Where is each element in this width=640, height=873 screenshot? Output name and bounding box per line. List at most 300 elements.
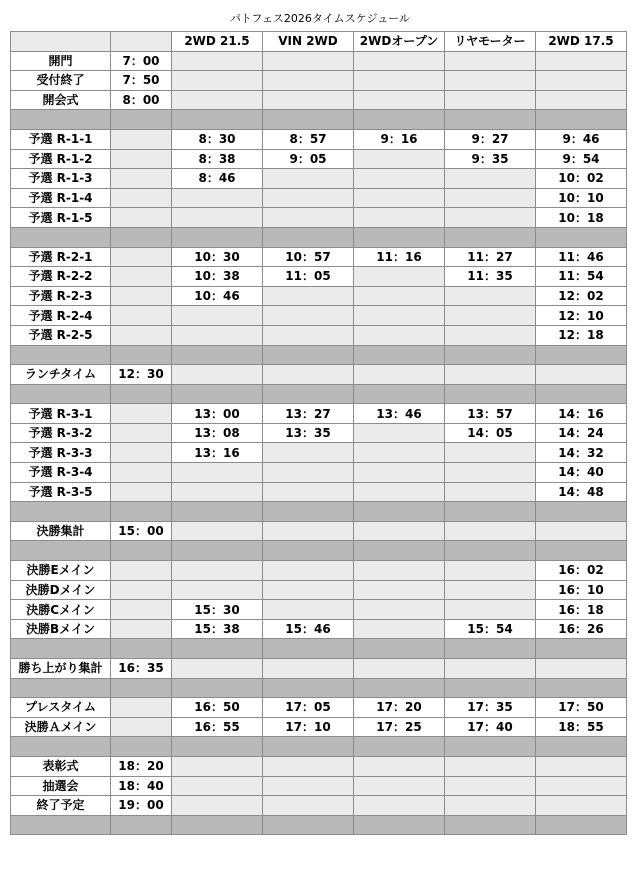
event-label: 決勝Eメイン — [11, 561, 111, 581]
separator-cell — [263, 815, 354, 835]
class-time-cell: 9：35 — [445, 149, 536, 169]
class-time-cell — [445, 561, 536, 581]
separator-cell — [11, 737, 111, 757]
schedule-row — [11, 365, 627, 385]
event-label: 開門 — [11, 51, 111, 71]
class-time-cell — [445, 796, 536, 816]
schedule-row — [11, 717, 627, 737]
event-time: 16：35 — [111, 659, 172, 679]
separator-cell — [111, 110, 172, 130]
schedule-row — [11, 561, 627, 581]
event-label: 予選 R-2-4 — [11, 306, 111, 326]
separator-cell — [11, 815, 111, 835]
separator-cell — [445, 639, 536, 659]
schedule-row — [11, 659, 627, 679]
event-label: プレスタイム — [11, 698, 111, 718]
header-blank-cell — [11, 32, 111, 52]
schedule-row — [11, 129, 627, 149]
event-time: 19：00 — [111, 796, 172, 816]
separator-cell — [111, 502, 172, 522]
class-time-cell — [172, 776, 263, 796]
class-time-cell — [263, 90, 354, 110]
separator-row — [11, 384, 627, 404]
separator-cell — [263, 737, 354, 757]
separator-cell — [445, 110, 536, 130]
class-time-cell — [354, 463, 445, 483]
schedule-row — [11, 51, 627, 71]
class-time-cell: 14：05 — [445, 423, 536, 443]
class-time-cell: 11：27 — [445, 247, 536, 267]
separator-cell — [445, 384, 536, 404]
header-blank-cell — [111, 32, 172, 52]
class-time-cell — [536, 90, 627, 110]
class-time-cell: 9：16 — [354, 129, 445, 149]
class-time-cell — [354, 776, 445, 796]
class-time-cell: 17：05 — [263, 698, 354, 718]
separator-cell — [111, 678, 172, 698]
class-time-cell — [445, 208, 536, 228]
separator-cell — [263, 541, 354, 561]
separator-cell — [354, 345, 445, 365]
class-time-cell — [354, 482, 445, 502]
class-time-cell — [354, 169, 445, 189]
separator-cell — [536, 384, 627, 404]
separator-row — [11, 737, 627, 757]
class-time-cell — [445, 580, 536, 600]
class-time-cell — [536, 521, 627, 541]
schedule-row — [11, 247, 627, 267]
separator-cell — [354, 815, 445, 835]
class-time-cell: 11：35 — [445, 267, 536, 287]
class-time-cell — [445, 325, 536, 345]
event-time — [111, 208, 172, 228]
separator-cell — [11, 110, 111, 130]
class-time-cell — [172, 71, 263, 91]
event-time — [111, 443, 172, 463]
event-time — [111, 306, 172, 326]
column-header: 2WD 17.5 — [536, 32, 627, 52]
schedule-row — [11, 619, 627, 639]
class-time-cell — [263, 580, 354, 600]
separator-cell — [263, 345, 354, 365]
class-time-cell — [354, 325, 445, 345]
separator-cell — [11, 502, 111, 522]
class-time-cell: 9：46 — [536, 129, 627, 149]
class-time-cell: 13：00 — [172, 404, 263, 424]
class-time-cell: 10：30 — [172, 247, 263, 267]
event-time — [111, 169, 172, 189]
class-time-cell — [172, 90, 263, 110]
class-time-cell — [354, 51, 445, 71]
event-label: 開会式 — [11, 90, 111, 110]
class-time-cell: 10：18 — [536, 208, 627, 228]
separator-row — [11, 815, 627, 835]
separator-cell — [536, 345, 627, 365]
class-time-cell: 11：16 — [354, 247, 445, 267]
class-time-cell — [445, 365, 536, 385]
class-time-cell — [172, 659, 263, 679]
separator-cell — [111, 541, 172, 561]
event-label: 予選 R-3-1 — [11, 404, 111, 424]
separator-cell — [172, 345, 263, 365]
separator-cell — [536, 639, 627, 659]
event-time — [111, 188, 172, 208]
class-time-cell — [263, 306, 354, 326]
event-label: 予選 R-3-5 — [11, 482, 111, 502]
event-label: 決勝集計 — [11, 521, 111, 541]
class-time-cell — [263, 443, 354, 463]
separator-cell — [536, 502, 627, 522]
schedule-row — [11, 698, 627, 718]
schedule-row — [11, 521, 627, 541]
class-time-cell: 11：05 — [263, 267, 354, 287]
event-time: 8：00 — [111, 90, 172, 110]
class-time-cell — [263, 208, 354, 228]
separator-cell — [445, 502, 536, 522]
class-time-cell — [445, 306, 536, 326]
class-time-cell — [172, 482, 263, 502]
event-time — [111, 717, 172, 737]
event-label: 予選 R-3-4 — [11, 463, 111, 483]
class-time-cell: 14：48 — [536, 482, 627, 502]
class-time-cell — [445, 600, 536, 620]
event-label: 予選 R-2-1 — [11, 247, 111, 267]
separator-cell — [11, 345, 111, 365]
class-time-cell — [354, 796, 445, 816]
separator-cell — [111, 384, 172, 404]
class-time-cell — [354, 443, 445, 463]
class-time-cell — [172, 796, 263, 816]
separator-cell — [445, 345, 536, 365]
separator-cell — [354, 737, 445, 757]
class-time-cell — [445, 90, 536, 110]
class-time-cell: 17：20 — [354, 698, 445, 718]
class-time-cell — [445, 756, 536, 776]
class-time-cell — [536, 776, 627, 796]
event-time — [111, 482, 172, 502]
separator-row — [11, 110, 627, 130]
separator-cell — [536, 678, 627, 698]
class-time-cell — [536, 71, 627, 91]
class-time-cell — [172, 521, 263, 541]
separator-cell — [263, 110, 354, 130]
class-time-cell — [445, 71, 536, 91]
schedule-row — [11, 71, 627, 91]
class-time-cell — [354, 286, 445, 306]
class-time-cell — [445, 521, 536, 541]
class-time-cell — [172, 188, 263, 208]
event-time — [111, 129, 172, 149]
class-time-cell — [354, 423, 445, 443]
event-label: 予選 R-1-2 — [11, 149, 111, 169]
separator-cell — [172, 110, 263, 130]
class-time-cell: 13：57 — [445, 404, 536, 424]
column-header: VIN 2WD — [263, 32, 354, 52]
class-time-cell — [445, 169, 536, 189]
class-time-cell — [263, 796, 354, 816]
schedule-table — [10, 31, 627, 835]
class-time-cell: 13：27 — [263, 404, 354, 424]
schedule-row — [11, 756, 627, 776]
class-time-cell — [354, 756, 445, 776]
class-time-cell — [263, 521, 354, 541]
event-label: 予選 R-1-3 — [11, 169, 111, 189]
class-time-cell: 14：16 — [536, 404, 627, 424]
separator-cell — [11, 541, 111, 561]
class-time-cell — [354, 521, 445, 541]
schedule-title: パトフェス2026タイムスケジュール — [229, 12, 410, 25]
separator-row — [11, 678, 627, 698]
separator-cell — [354, 678, 445, 698]
class-time-cell — [263, 325, 354, 345]
schedule-row — [11, 325, 627, 345]
separator-cell — [111, 737, 172, 757]
schedule-row — [11, 404, 627, 424]
separator-cell — [263, 227, 354, 247]
separator-cell — [354, 384, 445, 404]
class-time-cell — [445, 659, 536, 679]
event-time — [111, 561, 172, 581]
event-label: 予選 R-2-2 — [11, 267, 111, 287]
event-time — [111, 247, 172, 267]
class-time-cell: 14：40 — [536, 463, 627, 483]
class-time-cell — [263, 463, 354, 483]
separator-cell — [111, 639, 172, 659]
event-label: 予選 R-1-4 — [11, 188, 111, 208]
separator-cell — [11, 227, 111, 247]
separator-cell — [354, 110, 445, 130]
event-label: 予選 R-2-3 — [11, 286, 111, 306]
event-time — [111, 580, 172, 600]
class-time-cell: 8：57 — [263, 129, 354, 149]
class-time-cell — [354, 71, 445, 91]
class-time-cell — [354, 188, 445, 208]
event-label: 抽選会 — [11, 776, 111, 796]
class-time-cell: 17：35 — [445, 698, 536, 718]
separator-cell — [263, 502, 354, 522]
class-time-cell — [354, 561, 445, 581]
separator-row — [11, 639, 627, 659]
separator-cell — [536, 737, 627, 757]
class-time-cell: 16：02 — [536, 561, 627, 581]
class-time-cell: 9：05 — [263, 149, 354, 169]
separator-cell — [445, 737, 536, 757]
schedule-row — [11, 149, 627, 169]
class-time-cell: 13：35 — [263, 423, 354, 443]
class-time-cell: 17：25 — [354, 717, 445, 737]
separator-cell — [11, 384, 111, 404]
event-time — [111, 149, 172, 169]
separator-cell — [111, 227, 172, 247]
class-time-cell — [354, 600, 445, 620]
column-header: 2WD 21.5 — [172, 32, 263, 52]
class-time-cell — [536, 51, 627, 71]
class-time-cell: 15：54 — [445, 619, 536, 639]
separator-cell — [445, 678, 536, 698]
class-time-cell — [263, 756, 354, 776]
schedule-row — [11, 306, 627, 326]
class-time-cell — [445, 286, 536, 306]
event-label: 予選 R-1-5 — [11, 208, 111, 228]
separator-cell — [354, 502, 445, 522]
class-time-cell: 11：46 — [536, 247, 627, 267]
schedule-row — [11, 482, 627, 502]
class-time-cell — [172, 208, 263, 228]
event-label: 表彰式 — [11, 756, 111, 776]
class-time-cell: 17：50 — [536, 698, 627, 718]
separator-cell — [263, 384, 354, 404]
separator-cell — [172, 502, 263, 522]
class-time-cell — [172, 756, 263, 776]
class-time-cell: 12：02 — [536, 286, 627, 306]
class-time-cell: 16：10 — [536, 580, 627, 600]
class-time-cell — [536, 659, 627, 679]
class-time-cell: 9：54 — [536, 149, 627, 169]
event-label: 決勝Dメイン — [11, 580, 111, 600]
event-label: 予選 R-3-3 — [11, 443, 111, 463]
event-time: 12：30 — [111, 365, 172, 385]
separator-row — [11, 541, 627, 561]
class-time-cell: 15：46 — [263, 619, 354, 639]
class-time-cell — [172, 365, 263, 385]
schedule-row — [11, 286, 627, 306]
class-time-cell — [354, 659, 445, 679]
schedule-row — [11, 776, 627, 796]
class-time-cell: 10：57 — [263, 247, 354, 267]
class-time-cell — [354, 90, 445, 110]
separator-row — [11, 345, 627, 365]
class-time-cell: 8：38 — [172, 149, 263, 169]
class-time-cell — [263, 776, 354, 796]
event-label: 決勝Bメイン — [11, 619, 111, 639]
class-time-cell: 18：55 — [536, 717, 627, 737]
event-label: 勝ち上がり集計 — [11, 659, 111, 679]
class-time-cell: 13：08 — [172, 423, 263, 443]
separator-cell — [445, 227, 536, 247]
class-time-cell — [445, 443, 536, 463]
class-time-cell: 14：24 — [536, 423, 627, 443]
separator-cell — [172, 227, 263, 247]
class-time-cell — [263, 365, 354, 385]
event-time — [111, 325, 172, 345]
separator-cell — [172, 639, 263, 659]
separator-cell — [445, 541, 536, 561]
class-time-cell: 10：10 — [536, 188, 627, 208]
event-time — [111, 267, 172, 287]
separator-cell — [536, 815, 627, 835]
separator-cell — [263, 678, 354, 698]
separator-cell — [172, 815, 263, 835]
class-time-cell — [354, 149, 445, 169]
event-time — [111, 698, 172, 718]
event-time — [111, 600, 172, 620]
event-label: 予選 R-3-2 — [11, 423, 111, 443]
schedule-body — [11, 32, 627, 835]
class-time-cell — [263, 286, 354, 306]
class-time-cell: 13：16 — [172, 443, 263, 463]
schedule-row — [11, 580, 627, 600]
class-time-cell: 12：10 — [536, 306, 627, 326]
separator-cell — [263, 639, 354, 659]
event-time: 18：40 — [111, 776, 172, 796]
class-time-cell — [172, 580, 263, 600]
schedule-row — [11, 267, 627, 287]
class-time-cell — [445, 188, 536, 208]
event-label: ランチタイム — [11, 365, 111, 385]
event-label: 予選 R-2-5 — [11, 325, 111, 345]
class-time-cell — [354, 580, 445, 600]
separator-cell — [536, 541, 627, 561]
column-header: リヤモーター — [445, 32, 536, 52]
class-time-cell — [263, 600, 354, 620]
class-time-cell: 8：46 — [172, 169, 263, 189]
schedule-row — [11, 796, 627, 816]
class-time-cell: 12：18 — [536, 325, 627, 345]
class-time-cell — [263, 188, 354, 208]
separator-row — [11, 227, 627, 247]
separator-cell — [354, 541, 445, 561]
class-time-cell — [172, 463, 263, 483]
class-time-cell — [354, 619, 445, 639]
class-time-cell — [354, 365, 445, 385]
event-time — [111, 423, 172, 443]
class-time-cell — [172, 325, 263, 345]
schedule-row — [11, 90, 627, 110]
event-time: 7：00 — [111, 51, 172, 71]
class-time-cell: 10：38 — [172, 267, 263, 287]
column-header: 2WDオープン — [354, 32, 445, 52]
event-time — [111, 286, 172, 306]
separator-cell — [354, 639, 445, 659]
class-time-cell: 14：32 — [536, 443, 627, 463]
separator-cell — [11, 678, 111, 698]
schedule-row — [11, 463, 627, 483]
event-time — [111, 619, 172, 639]
class-time-cell: 10：02 — [536, 169, 627, 189]
class-time-cell — [445, 482, 536, 502]
class-time-cell: 10：46 — [172, 286, 263, 306]
schedule-row — [11, 169, 627, 189]
event-time: 7：50 — [111, 71, 172, 91]
class-time-cell: 17：10 — [263, 717, 354, 737]
class-time-cell: 11：54 — [536, 267, 627, 287]
class-time-cell: 13：46 — [354, 404, 445, 424]
class-time-cell — [445, 51, 536, 71]
separator-cell — [172, 541, 263, 561]
schedule-row — [11, 600, 627, 620]
event-label: 決勝Cメイン — [11, 600, 111, 620]
separator-row — [11, 502, 627, 522]
separator-cell — [445, 815, 536, 835]
event-time — [111, 404, 172, 424]
event-label: 受付終了 — [11, 71, 111, 91]
class-time-cell — [354, 267, 445, 287]
event-time — [111, 463, 172, 483]
class-time-cell — [263, 561, 354, 581]
class-time-cell — [263, 51, 354, 71]
class-time-cell — [536, 756, 627, 776]
event-label: 決勝Ａメイン — [11, 717, 111, 737]
class-time-cell — [445, 776, 536, 796]
event-time: 18：20 — [111, 756, 172, 776]
separator-cell — [172, 737, 263, 757]
class-time-cell — [445, 463, 536, 483]
separator-cell — [536, 110, 627, 130]
class-time-cell — [172, 306, 263, 326]
class-time-cell — [536, 796, 627, 816]
class-time-cell — [354, 306, 445, 326]
schedule-row — [11, 188, 627, 208]
